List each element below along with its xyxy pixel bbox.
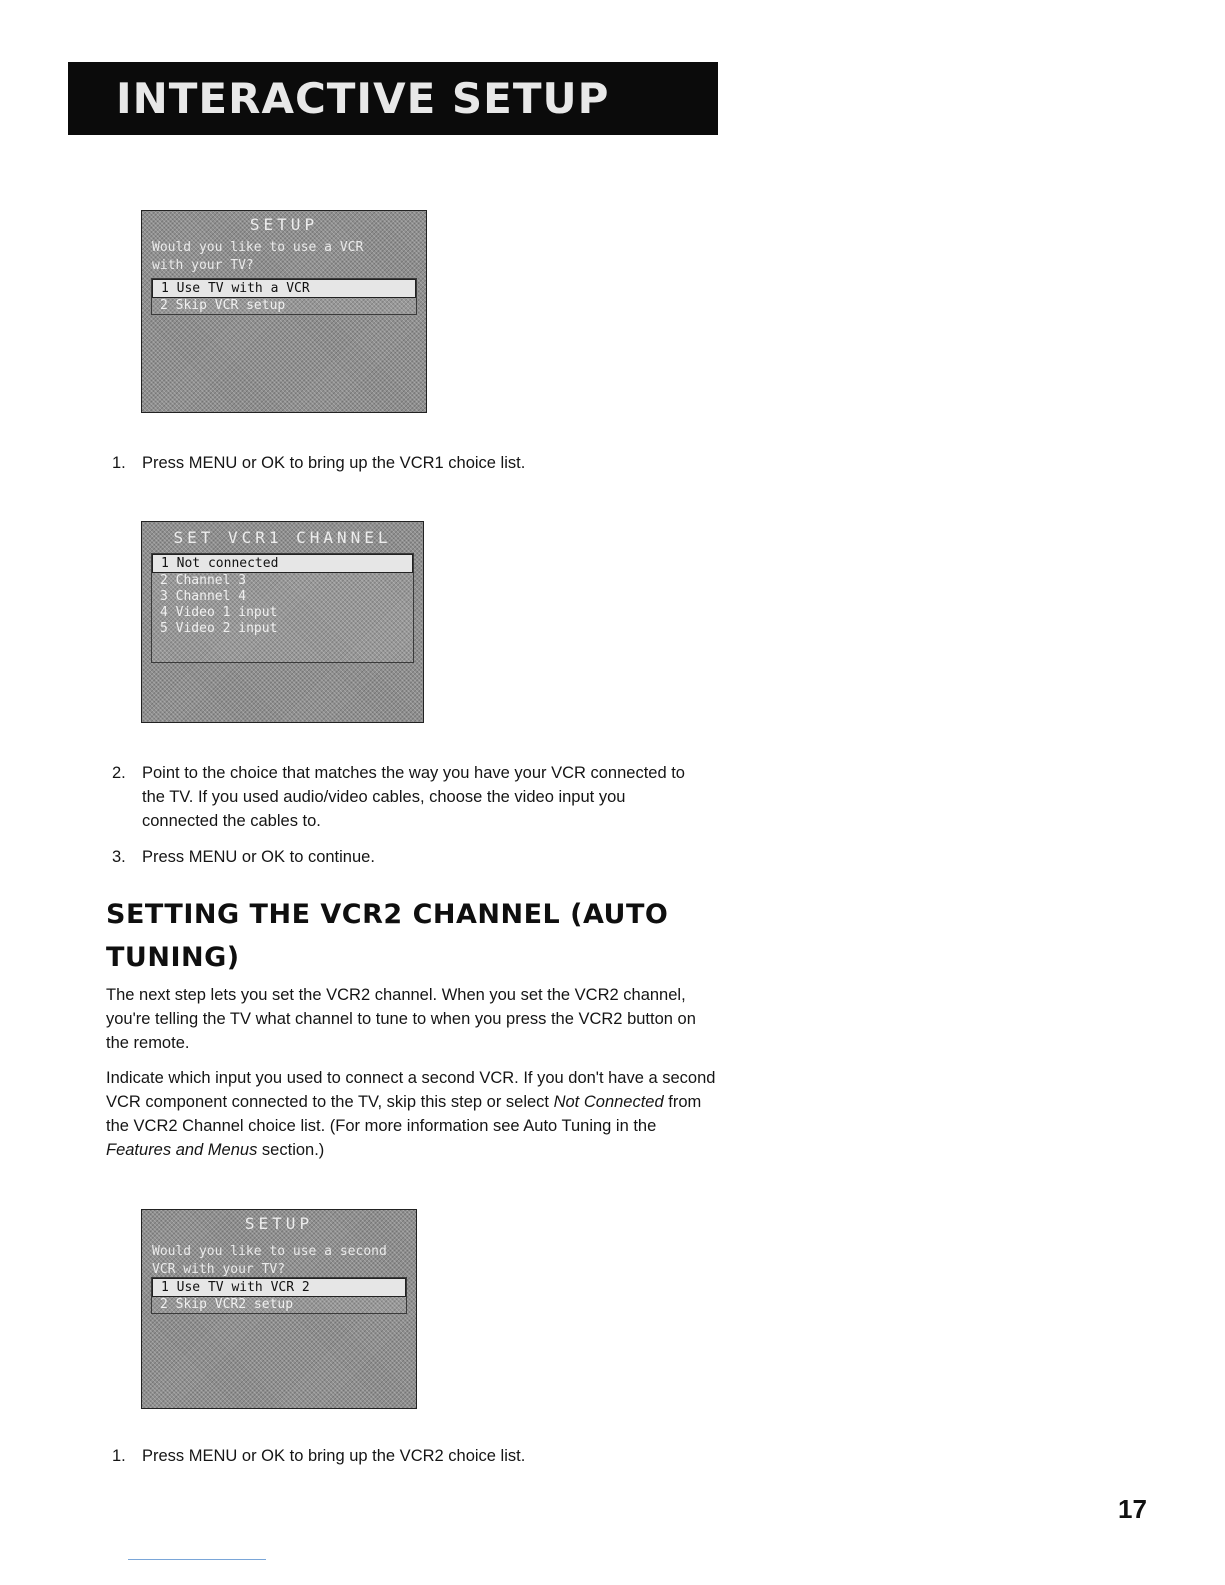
step-number: 2. xyxy=(112,764,126,782)
instruction-step xyxy=(112,1444,722,1468)
menu-item[interactable]: 4 Video 1 input xyxy=(160,605,278,620)
section-banner xyxy=(68,62,718,135)
menu-item[interactable]: 2 Skip VCR2 setup xyxy=(160,1297,294,1312)
footer-divider xyxy=(128,1559,266,1560)
paragraph-text: section.) xyxy=(257,1141,325,1159)
step-text: Point to the choice that matches the way you have your VCR connected to the TV. If you used audio/video cables, choose the video input you connected the cables to. xyxy=(142,764,685,830)
step-number: 1. xyxy=(112,1447,126,1465)
step-text: Press MENU or OK to continue. xyxy=(142,848,375,866)
step-text: Press MENU or OK to bring up the VCR1 choice list. xyxy=(142,454,526,472)
paragraph-text: Indicate which input you used to connect a second VCR. If you don't have a second VCR component connected to the TV, skip this step or select xyxy=(106,1069,716,1111)
setup-screen-vcr2 xyxy=(141,1209,417,1409)
page-header-title: INTERACTIVE SETUP xyxy=(116,74,610,123)
menu-item-selected[interactable]: 1 Not connected xyxy=(152,554,413,573)
step-text: Press MENU or OK to bring up the VCR2 choice list. xyxy=(142,1447,526,1465)
screen-prompt-line: Would you like to use a second xyxy=(152,1244,387,1259)
paragraph-text: from the VCR2 Channel choice list. (For more information see Auto Tuning in the xyxy=(106,1093,702,1135)
instruction-step xyxy=(112,761,692,833)
screen-title: SETUP xyxy=(249,215,319,234)
menu-item[interactable]: 3 Channel 4 xyxy=(160,589,247,604)
instruction-step xyxy=(112,845,692,869)
body-paragraph: The next step lets you set the VCR2 channel. When you set the VCR2 channel, you're telling the TV what channel to tune to when you press the VCR2 button on the remote. xyxy=(106,986,696,1052)
screen-choice-list xyxy=(151,278,417,315)
menu-item-selected[interactable]: 1 Use TV with VCR 2 xyxy=(152,1278,406,1297)
emphasis-not-connected: Not Connected xyxy=(553,1093,664,1111)
screen-prompt-line: Would you like to use a VCR xyxy=(152,240,364,255)
menu-item[interactable]: 5 Video 2 input xyxy=(160,621,278,636)
screen-choice-list xyxy=(151,1277,407,1314)
instruction-step xyxy=(112,451,722,475)
screen-prompt-line: with your TV? xyxy=(152,258,254,273)
screen-title: SETUP xyxy=(244,1214,314,1233)
screen-choice-list xyxy=(151,553,414,663)
menu-item[interactable]: 2 Channel 3 xyxy=(160,573,247,588)
setup-screen-vcr1 xyxy=(141,210,427,413)
page-number: 17 xyxy=(1118,1494,1147,1524)
set-vcr1-channel-screen xyxy=(141,521,424,723)
screen-prompt xyxy=(152,1243,406,1279)
emphasis-features-and-menus: Features and Menus xyxy=(106,1141,258,1159)
screen-title: SET VCR1 CHANNEL xyxy=(173,528,392,547)
screen-prompt xyxy=(152,239,416,275)
body-paragraph xyxy=(106,1066,716,1162)
menu-item-selected[interactable]: 1 Use TV with a VCR xyxy=(152,279,416,298)
section-heading: SETTING THE VCR2 CHANNEL (AUTO TUNING) xyxy=(106,899,669,973)
step-number: 3. xyxy=(112,848,126,866)
menu-item[interactable]: 2 Skip VCR setup xyxy=(160,298,286,313)
screen-prompt-line: VCR with your TV? xyxy=(152,1262,286,1277)
step-number: 1. xyxy=(112,454,126,472)
